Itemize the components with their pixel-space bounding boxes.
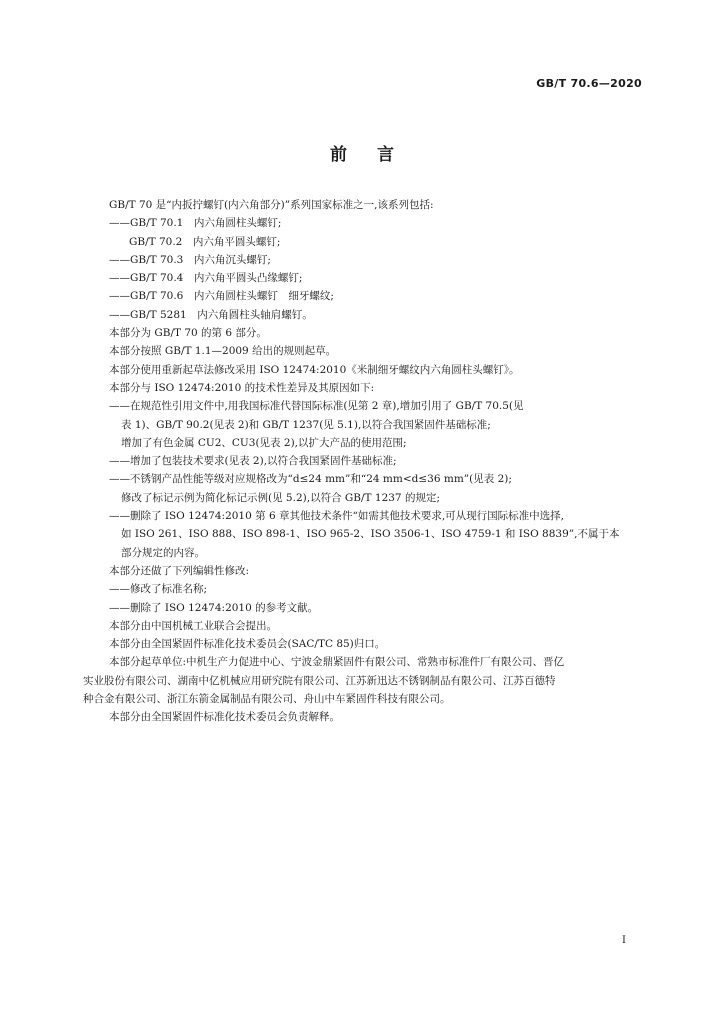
list-item: ——修改了标准名称; (109, 583, 208, 596)
list-item: ——增加了包装技术要求(见表 2),以符合我国紧固件基础标准; (109, 455, 397, 468)
list-item: 增加了有色金属 CU2、CU3(见表 2),以扩大产品的使用范围; (121, 436, 407, 449)
paragraph-line: 本部分由中国机械工业联合会提出。 (109, 619, 277, 632)
page-title: 前言 (330, 145, 424, 165)
list-item: ——GB/T 70.1 内六角圆柱头螺钉; (109, 217, 282, 230)
document-body (85, 196, 641, 727)
paragraph-line: 本部分按照 GB/T 1.1—2009 给出的规则起草。 (109, 345, 337, 358)
paragraph-line: GB/T 70 是“内扳拧螺钉(内六角部分)”系列国家标准之一,该系列包括: (109, 199, 434, 211)
list-item-continuation: 如 ISO 261、ISO 888、ISO 898-1、ISO 965-2、ISO 3506-1、ISO 4759-1 和 ISO 8839”,不属于本 (121, 528, 620, 541)
list-item: ——不锈钢产品性能等级对应规格改为“d≤24 mm”和“24 mm<d≤36 mm”(见表 2); (109, 473, 512, 486)
paragraph-line: 本部分由全国紧固件标准化技术委员会负责解释。 (109, 711, 340, 724)
list-item: GB/T 70.2 内六角平圆头螺钉; (129, 235, 281, 248)
list-item-continuation: 部分规定的内容。 (121, 546, 205, 559)
list-item: 修改了标记示例为简化标记示例(见 5.2),以符合 GB/T 1237 的规定; (121, 491, 440, 504)
paragraph-line: 本部分还做了下列编辑性修改: (109, 564, 250, 577)
list-item: ——删除了 ISO 12474:2010 第 6 章其他技术条件“如需其他技术要求,可从现行国际标准中选择, (109, 510, 565, 523)
paragraph-line: 本部分由全国紧固件标准化技术委员会(SAC/TC 85)归口。 (109, 638, 386, 651)
list-item: ——GB/T 70.3 内六角沉头螺钉; (109, 253, 271, 266)
paragraph-line: 本部分起草单位:中机生产力促进中心、宁波金鼎紧固件有限公司、常熟市标准件厂有限公司、晋亿 (109, 656, 565, 669)
list-item: ——在规范性引用文件中,用我国标准代替国际标准(见第 2 章),增加引用了 GB/T 70.5(见 (109, 400, 524, 413)
paragraph-line: 本部分与 ISO 12474:2010 的技术性差异及其原因如下: (109, 381, 375, 394)
paragraph-line: 本部分使用重新起草法修改采用 ISO 12474:2010《米制细牙螺纹内六角圆柱头螺钉》。 (109, 363, 520, 376)
paragraph-line-continuation: 种合金有限公司、浙江东箭金属制品有限公司、舟山中车紧固件科技有限公司。 (83, 693, 451, 706)
list-item: ——GB/T 70.4 内六角平圆头凸缘螺钉; (109, 272, 303, 285)
list-item: ——删除了 ISO 12474:2010 的参考文献。 (109, 601, 319, 614)
paragraph-line: 本部分为 GB/T 70 的第 6 部分。 (109, 327, 267, 340)
standard-code: GB/T 70.6—2020 (536, 77, 642, 90)
paragraph-line-continuation: 实业股份有限公司、湖南中亿机械应用研究院有限公司、江苏新迅达不锈钢制品有限公司、江苏百德特 (83, 674, 556, 687)
page-number: I (622, 935, 626, 946)
list-item-continuation: 表 1)、GB/T 90.2(见表 2)和 GB/T 1237(见 5.1),以符合我国紧固件基础标准; (121, 418, 491, 431)
list-item: ——GB/T 70.6 内六角圆柱头螺钉 细牙螺纹; (109, 290, 334, 303)
list-item: ——GB/T 5281 内六角圆柱头轴肩螺钉。 (109, 308, 313, 321)
